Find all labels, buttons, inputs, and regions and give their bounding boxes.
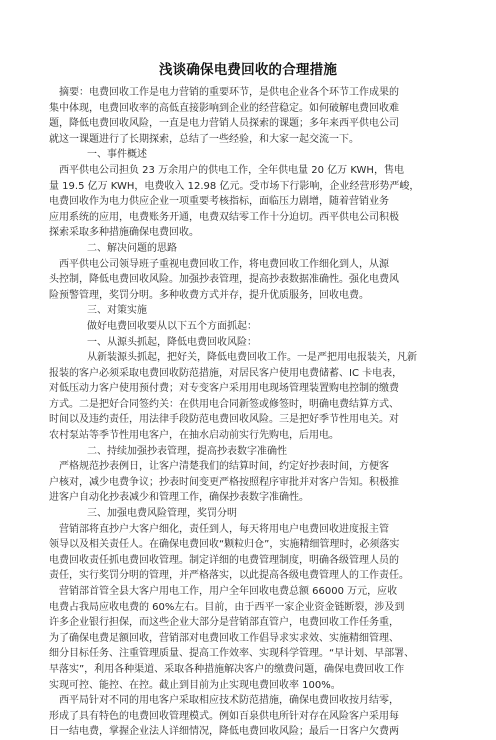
text-line: 电费回收责任抓电费回收管理。制定详细的电费管理制度，明确各级管理人员的 [49,554,399,566]
text-line: 集中体现，电费回收率的高低直接影响到企业的经营稳定。如何破解电费回收难 [49,102,399,114]
text-line: 一、事件概述 [87,149,147,161]
text-line: 进客户自动化抄表减少和管理工作，确保抄表数字准确性。 [49,492,309,504]
text-line: 责任，实行奖罚分明的管理，并严格落实，以此提高各级电费管理人的工作责任。 [49,570,409,582]
text-line: 从新装源头抓起，把好关，降低电费回收工作。一是严把用电报装关，凡新 [87,352,417,364]
text-line: 营销部首管全县大客户用电工作，用户全年回收电费总额 66000 万元，应收 [59,586,398,597]
text-line: 许多企业银行担保，而这些企业大部分是营销部直管户，电费回收工作任务重， [49,617,399,629]
text-line: 报装的客户必须采取电费回收防范措施，对居民客户使用电费储蓄、IC 卡电表， [49,367,403,379]
text-line: 险预警管理，奖罚分明。多种收费方式并存，提升优质服务，回收电费。 [49,289,369,301]
text-line: 电费占我局应收电费的 60%左右。目前，由于西平一家企业资金链断裂，涉及到 [49,601,405,613]
text-line: 对低压动力客户使用预付费；对专变客户采用用电现场管理装置购电控制的缴费 [49,383,399,395]
text-line: 题，降低电费回收风险，一直是电力营销人员探索的课题；多年来西平供电公司 [49,118,399,130]
text-line: 三、对策实施 [87,305,147,317]
text-line: 实现可控、能控、在控。截止到目前为止实现电费回收率 100%。 [49,679,341,691]
text-line: 早落实”，利用各种渠道、采取各种措施解决客户的缴费问题，确保电费回收工作 [49,663,405,675]
text-line: 二、解决问题的思路 [87,242,177,254]
text-line: 量 19.5 亿万 KWH，电费收入 12.98 亿元。受市场下行影响，企业经营形势严峻， [49,180,420,192]
text-line: 日一结电费，掌握企业法人详细情况，降低电费回收风险；最后一日客户欠费两 [49,726,399,738]
text-line: 形成了具有特色的电费回收管理模式。例如百泉供电所针对存在风险客户采用每 [49,710,399,722]
text-line: 户核对，减少电费争议；抄表时间变更严格按照程序审批并对客户告知。积极推 [49,476,399,488]
text-line: 西平供电公司担负 23 万余用户的供电工作，全年供电量 20 亿万 KWH，售电 [59,164,404,176]
text-line: 三、加强电费风险管理，奖罚分明 [87,508,237,520]
text-line: 一、从源头抓起，降低电费回收风险： [87,336,257,348]
document-title: 浅谈确保电费回收的合理措施 [158,62,338,78]
text-line: 摘要：电费回收工作是电力营销的重要环节，是供电企业各个环节工作成果的 [59,87,399,98]
text-line: 严格规范抄表例日，让客户清楚我们的结算时间，约定好抄表时间，方便客 [59,461,389,473]
text-line: 头控制，降低电费回收风险。加强抄表管理，提高抄表数据准确性。强化电费风 [49,274,399,286]
text-line: 方式。二是把好合同签约关：在供用电合同新签或修签时，明确电费结算方式、 [49,398,399,410]
text-line: 细分目标任务、注重管理质量、提高工作效率、实现科学管理。“早计划、早部署、 [49,648,415,660]
text-line: 时间以及违约责任，用法律手段防范电费回收风险。三是把好季节性用电关。对 [49,414,399,426]
text-line: 农村泵站等季节性用电客户，在抽水启动前实行先购电，后用电。 [49,430,339,442]
text-line: 西平供电公司领导班子重视电费回收工作，将电费回收工作细化到人，从源 [59,258,389,270]
text-line: 二、持续加强抄表管理，提高抄表数字准确性 [87,445,287,457]
document-body [49,85,449,740]
text-line: 探索采取多种措施确保电费回收。 [49,227,199,239]
text-line: 西平局针对不同的用电客户采取相应技术防范措施，确保电费回收按月结零， [59,695,399,707]
text-line: 领导以及相关责任人。在确保电费回收“颗粒归仓”，实施精细管理时，必须落实 [49,539,400,551]
text-line: 电费回收作为电力供应企业一项重要考核指标，面临压力剧增，随着营销业务 [49,196,389,208]
text-line: 应用系统的应用，电费账务开通，电费双结零工作十分迫切。西平供电公司积极 [49,211,399,223]
text-line: 营销部将直抄户大客户细化，责任到人，每天将用电户电费回收进度报主管 [59,523,389,535]
text-line: 就这一课题进行了长期探索，总结了一些经验，和大家一起交流一下。 [49,133,359,145]
text-line: 做好电费回收要从以下五个方面抓起： [87,320,257,332]
text-line: 为了确保电费足额回收，营销部对电费回收工作倡导求实求效、实施精细管理、 [49,632,399,644]
